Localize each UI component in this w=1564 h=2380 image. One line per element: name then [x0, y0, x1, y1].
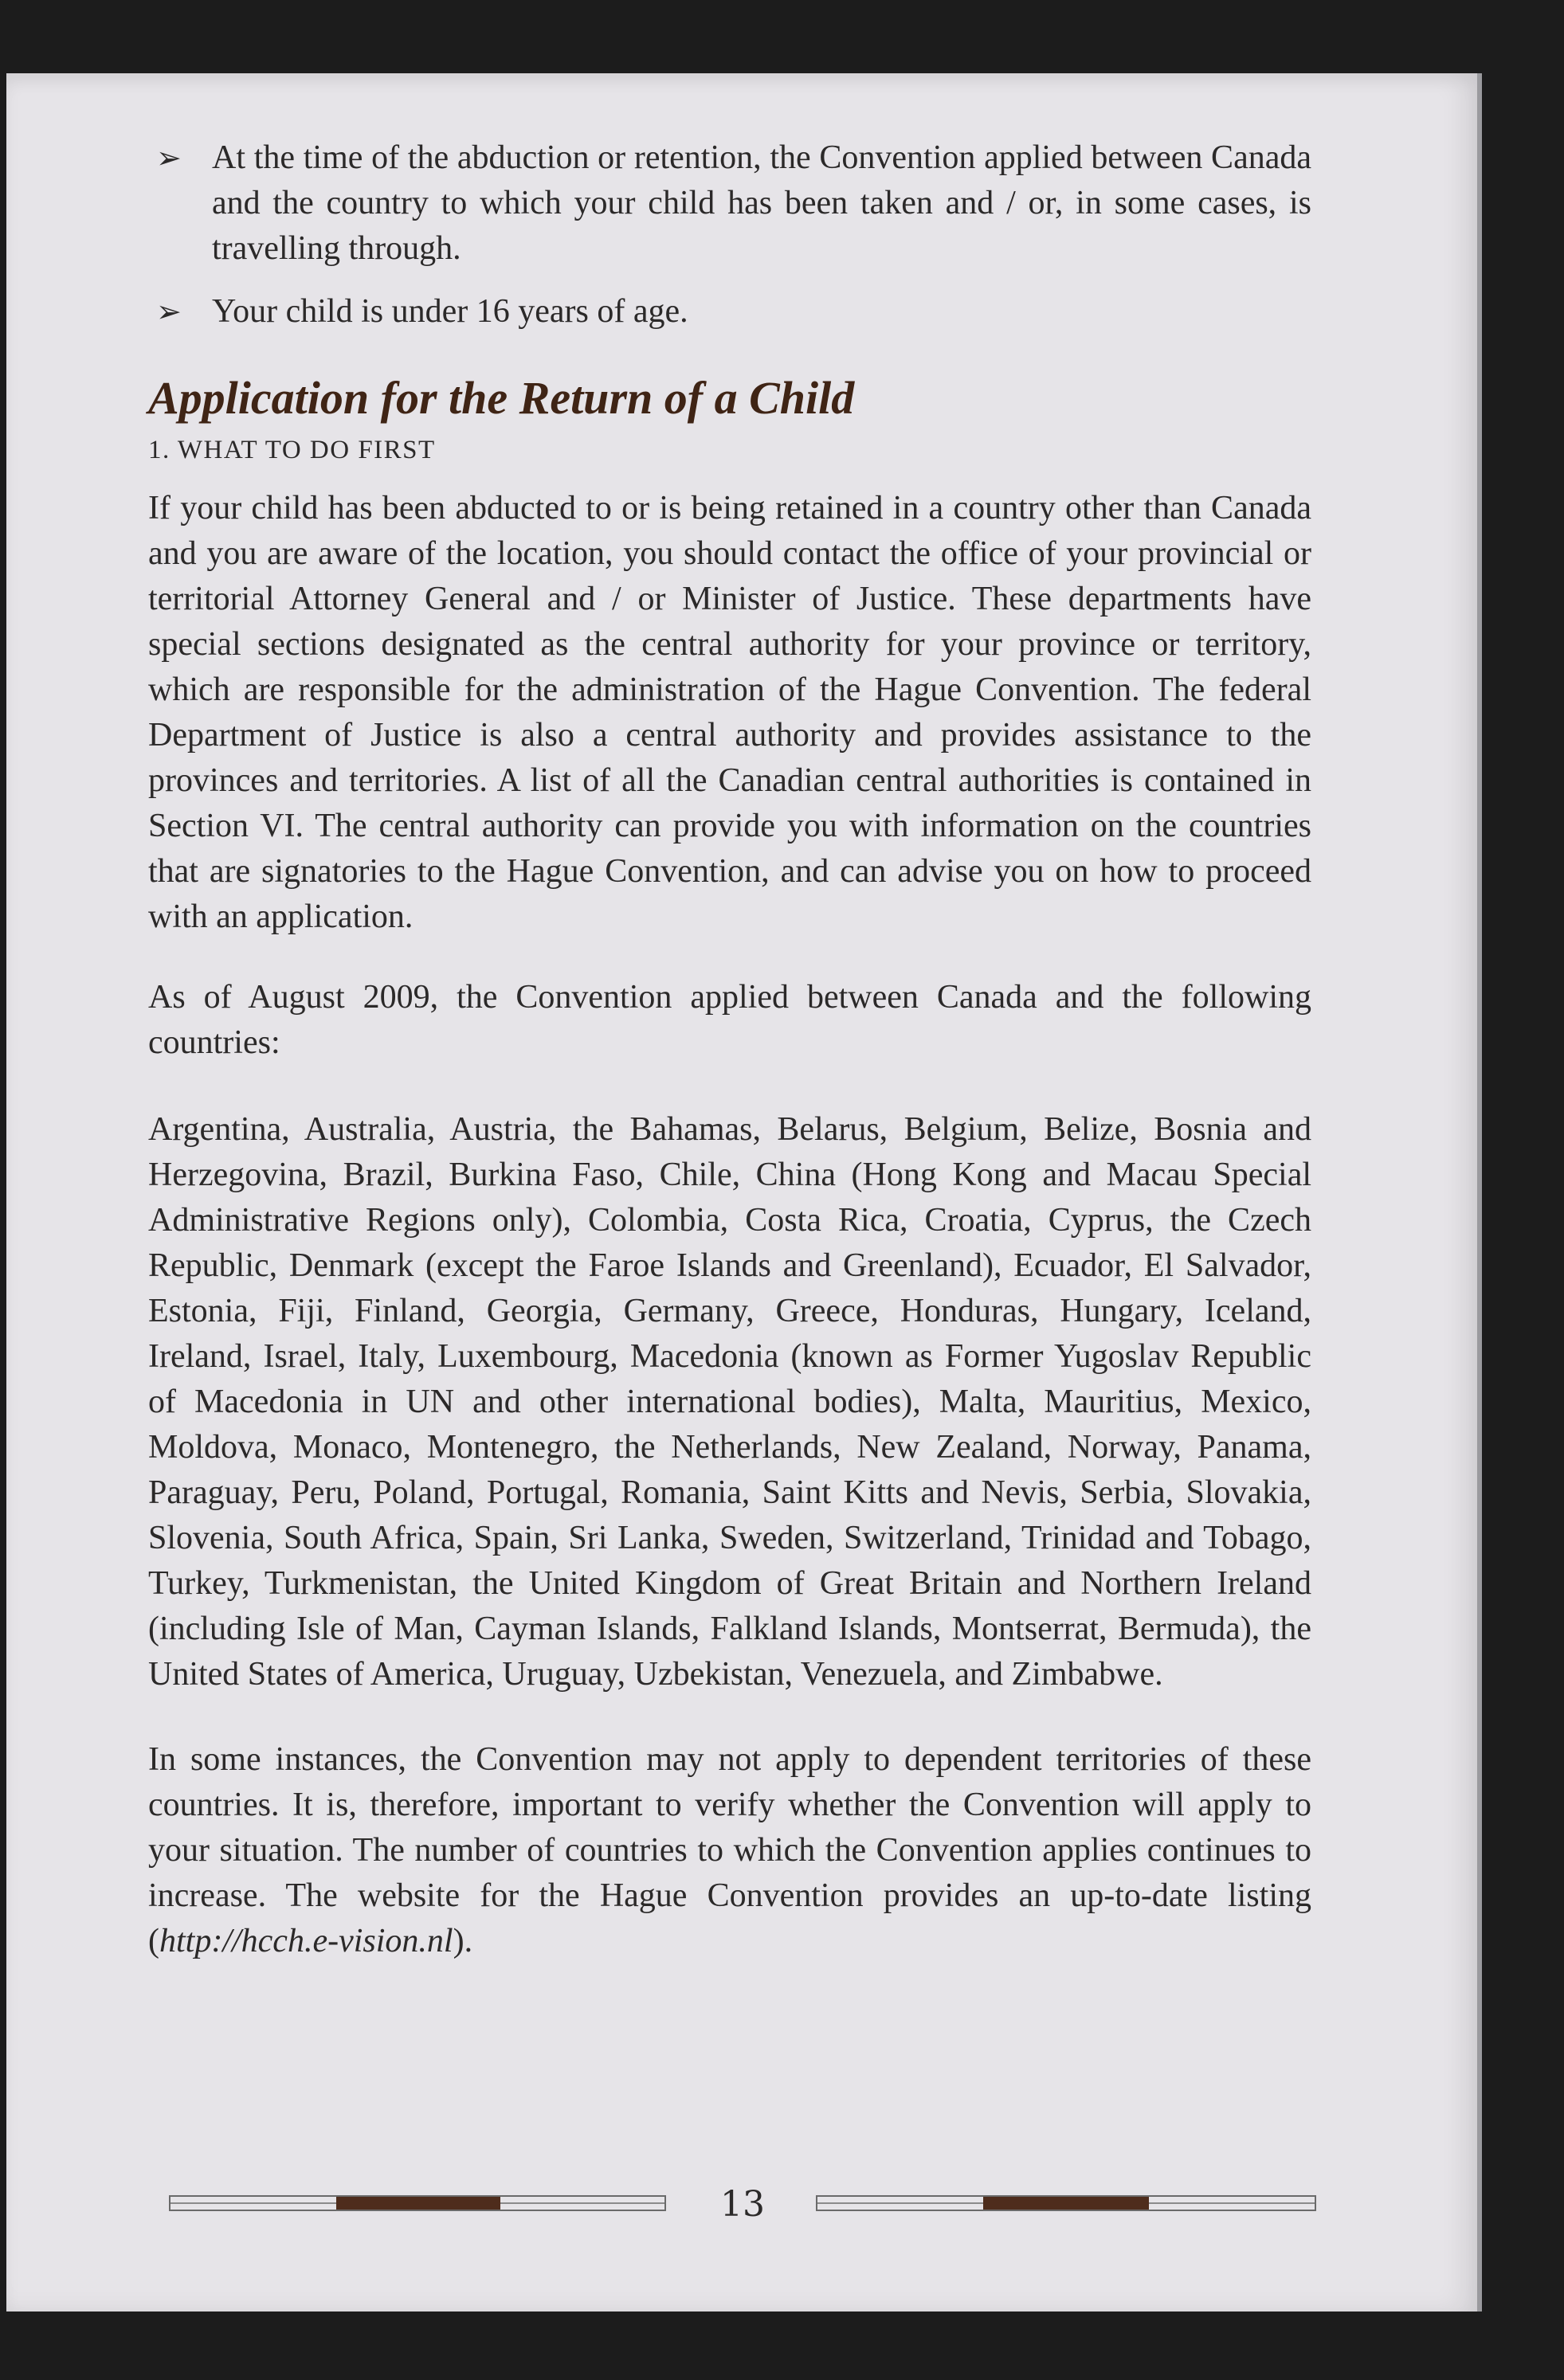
list-item — [148, 289, 1311, 335]
list-item — [148, 135, 1311, 272]
section-heading: Application for the Return of a Child — [148, 372, 855, 424]
footer-rule-right — [816, 2195, 1316, 2211]
page-edge — [1477, 73, 1482, 2311]
paragraph-country-list: Argentina, Australia, Austria, the Bahamas, Belarus, Belgium, Belize, Bosnia and Herzegovina, Brazil, Burkina Faso, Chile, China (Hong Kong and Macau Special Administrative Regions only), Colombia, Costa Rica, Croatia, Cyprus, the Czech Republic, Denmark (except the Faroe Islands and Greenland), Ecuador, El Salvador, Estonia, Fiji, Finland, Georgia, Germany, Greece, Honduras, Hungary, Iceland, Ireland, Israel, Italy, Luxembourg, Macedonia (known as Former Yugoslav Republic of Macedonia in UN and other international bodies), Malta, Mauritius, Mexico, Moldova, Monaco, Montenegro, the Netherlands, New Zealand, Norway, Panama, Paraguay, Peru, Poland, Portugal, Romania, Saint Kitts and Nevis, Serbia, Slovakia, Slovenia, South Africa, Spain, Sri Lanka, Sweden, Switzerland, Trinidad and Tobago, Turkey, Turkmenistan, the United Kingdom of Great Britain and Northern Ireland (including Isle of Man, Cayman Islands, Falkland Islands, Montserrat, Bermuda), the United States of America, Uruguay, Uzbekistan, Venezuela, and Zimbabwe. — [148, 1111, 1311, 1693]
page-footer — [169, 2184, 1316, 2227]
rule-accent-bar — [983, 2197, 1149, 2210]
bullet-text: Your child is under 16 years of age. — [212, 293, 688, 330]
paragraph-end: ). — [453, 1923, 473, 1959]
arrowhead-bullet-icon: ➢ — [156, 140, 182, 175]
criteria-list — [148, 135, 1311, 335]
paragraph-contact-authority: If your child has been abducted to or is being retained in a country other than Canada and you are aware of the location, you should contact the office of your provincial or territorial Attorney General and / or Minister of Justice. These departments have special sections designated as the central authority for your province or territory, which are responsible for the administration of the Hague Convention. The federal Department of Justice is also a central authority and provides assistance to the provinces and territories. A list of all the Canadian central authorities is contained in Section VI. The central authority can provide you with information on the countries that are signatories to the Hague Convention, and can advise you on how to proceed with an application. — [148, 490, 1311, 935]
section-subheading: 1. WHAT TO DO FIRST — [148, 436, 436, 464]
page-content — [148, 135, 1311, 1964]
arrowhead-bullet-icon: ➢ — [156, 294, 182, 329]
paragraph-text: In some instances, the Convention may not apply to dependent territories of these countries. It is, therefore, important to verify whether the Convention will apply to your situation. The number of countries to which the Convention applies continues to increase. The website for the Hague Convention provides an up-to-date listing ( — [148, 1741, 1311, 1959]
page-number: 13 — [720, 2184, 765, 2225]
paragraph-dependent-territories — [148, 1737, 1311, 1964]
rule-accent-bar — [336, 2197, 500, 2210]
footer-rule-left — [169, 2195, 666, 2211]
hague-website-link[interactable]: http://hcch.e-vision.nl — [159, 1923, 453, 1959]
paragraph-convention-date: As of August 2009, the Convention applied between Canada and the following countries: — [148, 979, 1311, 1061]
bullet-text: At the time of the abduction or retention, the Convention applied between Canada and the country to which your child has been taken and / or, in some cases, is travelling through. — [212, 139, 1311, 267]
